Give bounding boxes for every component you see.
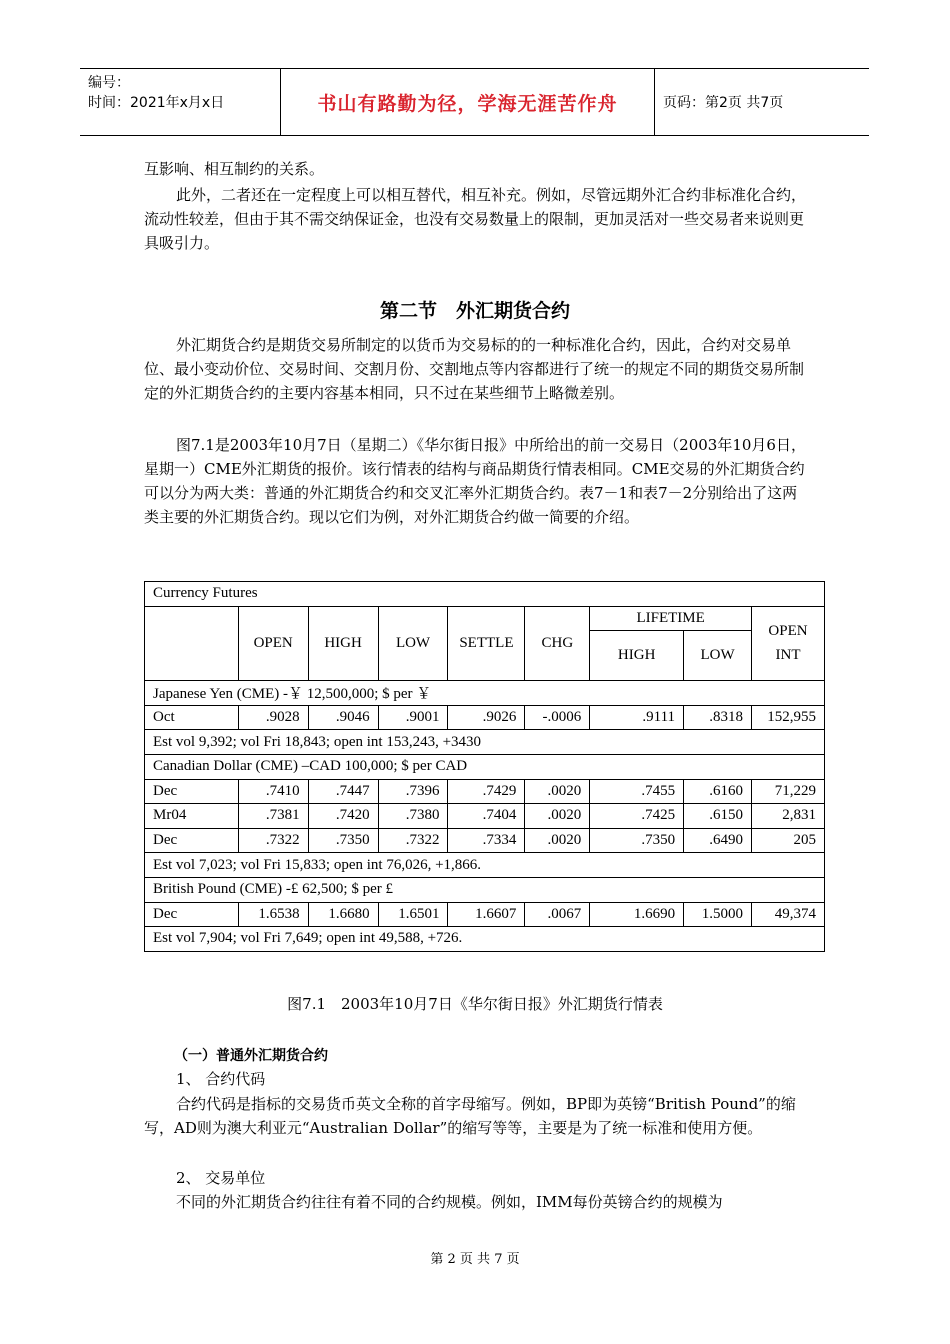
table-cell: .7380 <box>378 804 448 829</box>
table-cell: .7455 <box>590 779 684 804</box>
table-cell: 1.6538 <box>238 902 308 927</box>
table-cell: Dec <box>145 902 239 927</box>
paragraph-5: 合约代码是指标的交易货币英文全称的首字母缩写。例如，BP即为英镑“British Pound”的缩写，AD则为澳大利亚元“Australian Dollar”的缩写等等，主要是为了统一标准和使用方便。 <box>144 1095 796 1137</box>
table-cell: 152,955 <box>752 705 825 730</box>
subheading: （一）普通外汇期货合约 <box>174 1048 328 1064</box>
table-cell: .7381 <box>238 804 308 829</box>
table-cell: .7404 <box>448 804 525 829</box>
table-row <box>145 705 825 730</box>
table-cell: 205 <box>752 828 825 853</box>
table-cell: .7334 <box>448 828 525 853</box>
header-settle: SETTLE <box>448 606 525 681</box>
header-open-int: OPEN INT <box>752 606 825 681</box>
number-label: 编号： <box>88 75 130 91</box>
table-row <box>145 828 825 853</box>
table-cell: .7429 <box>448 779 525 804</box>
group-name: Canadian Dollar (CME) –CAD 100,000; $ per CAD <box>145 754 825 779</box>
group-summary: Est vol 7,023; vol Fri 15,833; open int 76,026, +1,866. <box>145 853 825 878</box>
table-cell: Mr04 <box>145 804 239 829</box>
header-open: OPEN <box>238 606 308 681</box>
header-lifetime-low: LOW <box>684 631 752 681</box>
table-cell: .0067 <box>525 902 590 927</box>
table-cell: .9028 <box>238 705 308 730</box>
header-meta <box>80 69 281 135</box>
table-cell: .7322 <box>378 828 448 853</box>
table-body <box>145 681 825 952</box>
table-cell: .7447 <box>308 779 378 804</box>
table-cell: .9111 <box>590 705 684 730</box>
header-lifetime-high: HIGH <box>590 631 684 681</box>
table-cell: .7350 <box>590 828 684 853</box>
table-cell: 49,374 <box>752 902 825 927</box>
motto: 书山有路勤为径，学海无涯苦作舟 <box>281 69 655 135</box>
table-cell: .7396 <box>378 779 448 804</box>
group-name: British Pound (CME) -£ 62,500; $ per £ <box>145 877 825 902</box>
header-blank <box>145 606 239 681</box>
table-cell: 71,229 <box>752 779 825 804</box>
table-cell: .7425 <box>590 804 684 829</box>
currency-futures-table <box>144 581 825 952</box>
table-cell: .7410 <box>238 779 308 804</box>
table-cell: 1.6680 <box>308 902 378 927</box>
header-chg: CHG <box>525 606 590 681</box>
paragraph-3: 外汇期货合约是期货交易所制定的以货币为交易标的的一种标准化合约，因此，合约对交易单位、最小变动价位、交易时间、交割月份、交割地点等内容都进行了统一的规定不同的期货交易所制定的外汇期货合约的主要内容基本相同，只不过在某些细节上略微差别。 <box>144 336 805 402</box>
document-header <box>80 68 869 136</box>
table-cell: .6160 <box>684 779 752 804</box>
header-lifetime: LIFETIME <box>590 606 752 631</box>
table-cell: 1.5000 <box>684 902 752 927</box>
table-row <box>145 779 825 804</box>
table-cell: .7350 <box>308 828 378 853</box>
item-1: 1、 合约代码 <box>176 1070 266 1088</box>
table-cell: .9026 <box>448 705 525 730</box>
figure-caption: 图7.1 2003年10月7日《华尔街日报》外汇期货行情表 <box>287 995 663 1013</box>
time-label: 时间：2021年x月x日 <box>88 95 225 111</box>
paragraph-2: 此外，二者还在一定程度上可以相互替代，相互补充。例如，尽管远期外汇合约非标准化合约，流动性较差，但由于其不需交纳保证金，也没有交易数量上的限制，更加灵活对一些交易者来说则更具吸引力。 <box>144 186 807 252</box>
paragraph-4: 图7.1是2003年10月7日（星期二）《华尔街日报》中所给出的前一交易日（2003年10月6日，星期一）CME外汇期货的报价。该行情表的结构与商品期货行情表相同。CME交易的外汇期货合约可以分为两大类：普通的外汇期货合约和交叉汇率外汇期货合约。表7－1和表7－2分别给出了这两类主要的外汇期货合约。现以它们为例，对外汇期货合约做一简要的介绍。 <box>144 436 806 526</box>
header-high: HIGH <box>308 606 378 681</box>
table-row <box>145 804 825 829</box>
table-cell: .9046 <box>308 705 378 730</box>
group-summary: Est vol 7,904; vol Fri 7,649; open int 49,588, +726. <box>145 927 825 952</box>
paragraph-1: 互影响、相互制约的关系。 <box>144 160 325 178</box>
table-cell: Dec <box>145 779 239 804</box>
table-cell: Dec <box>145 828 239 853</box>
table-title: Currency Futures <box>145 582 825 607</box>
table-cell: .6490 <box>684 828 752 853</box>
table-cell: .9001 <box>378 705 448 730</box>
table-cell: .7322 <box>238 828 308 853</box>
page-footer: 第 2 页 共 7 页 <box>430 1252 520 1267</box>
table-cell: .8318 <box>684 705 752 730</box>
table-cell: -.0006 <box>525 705 590 730</box>
table-cell: 1.6690 <box>590 902 684 927</box>
table-row <box>145 902 825 927</box>
table-cell: 2,831 <box>752 804 825 829</box>
table-cell: .7420 <box>308 804 378 829</box>
item-2: 2、 交易单位 <box>176 1169 266 1187</box>
section-title: 第二节 外汇期货合约 <box>379 300 570 322</box>
header-low: LOW <box>378 606 448 681</box>
page-info: 页码：第2页 共7页 <box>663 95 784 111</box>
table-cell: .0020 <box>525 828 590 853</box>
table-cell: .6150 <box>684 804 752 829</box>
table-cell: 1.6501 <box>378 902 448 927</box>
table-cell: 1.6607 <box>448 902 525 927</box>
table-cell: .0020 <box>525 804 590 829</box>
table-cell: Oct <box>145 705 239 730</box>
paragraph-6: 不同的外汇期货合约往往有着不同的合约规模。例如，IMM每份英镑合约的规模为 <box>176 1193 723 1211</box>
group-summary: Est vol 9,392; vol Fri 18,843; open int 153,243, +3430 <box>145 730 825 755</box>
table-cell: .0020 <box>525 779 590 804</box>
group-name: Japanese Yen (CME) -￥ 12,500,000; $ per ￥ <box>145 681 825 706</box>
